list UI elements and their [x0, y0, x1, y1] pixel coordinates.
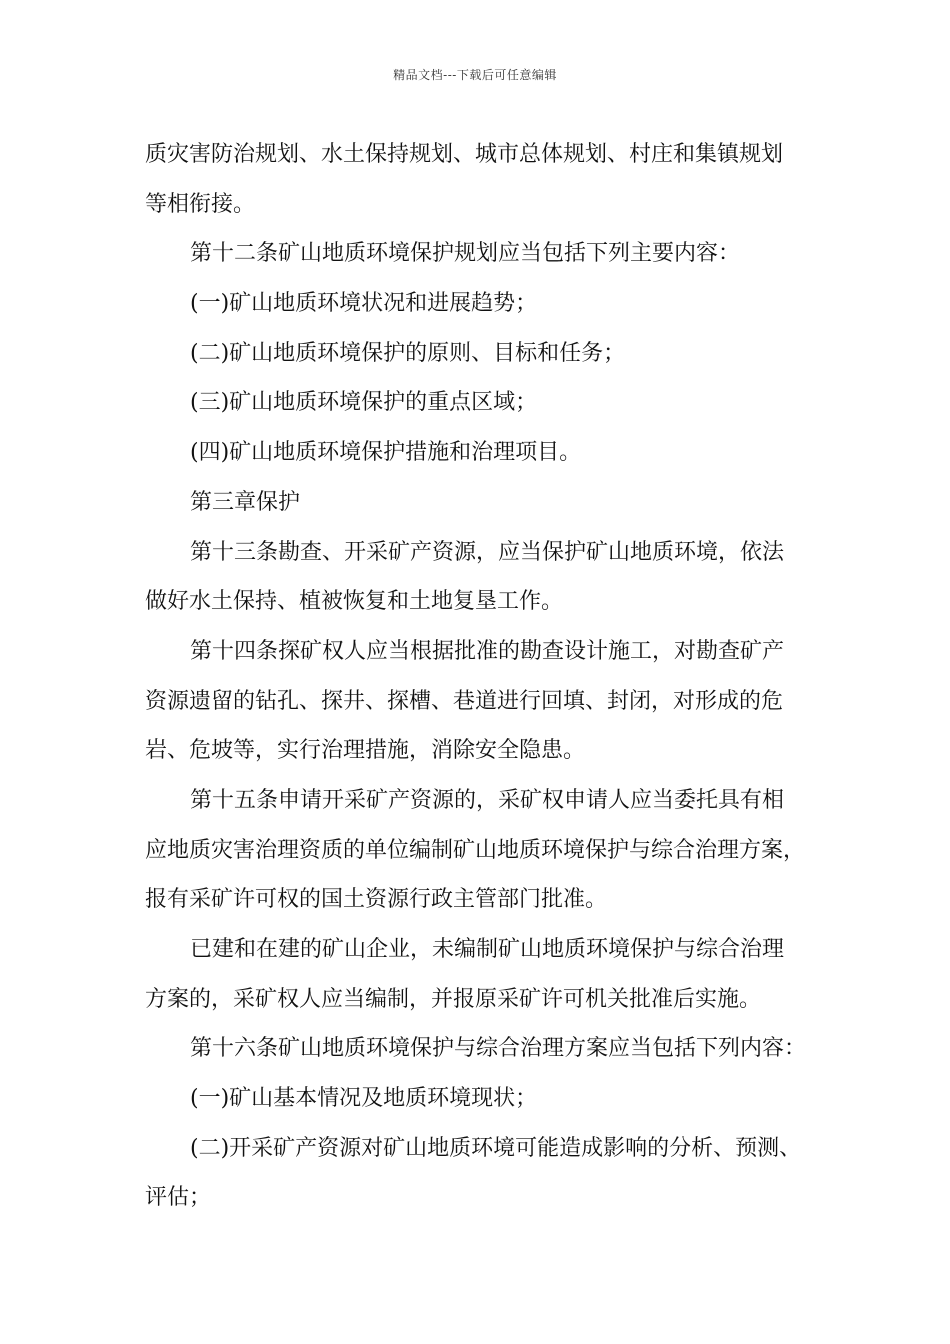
text-line: 第十三条勘查、开采矿产资源，应当保护矿山地质环境，依法 — [190, 539, 785, 565]
text-line: 质灾害防治规划、水土保持规划、城市总体规划、村庄和集镇规划 — [145, 142, 784, 167]
text-line: 应地质灾害治理资质的单位编制矿山地质环境保护与综合治理方案， — [145, 837, 806, 863]
text-line: (一)矿山基本情况及地质环境现状； — [190, 1086, 538, 1112]
text-line: 报有采矿许可权的国土资源行政主管部门批准。 — [145, 887, 608, 913]
text-line: (二)矿山地质环境保护的原则、目标和任务； — [190, 340, 626, 366]
document-body — [145, 130, 835, 1223]
text-line: (二)开采矿产资源对矿山地质环境可能造成影响的分析、预测、 — [190, 1135, 802, 1161]
text-line: (三)矿山地质环境保护的重点区域； — [190, 390, 538, 416]
text-line: 等相衔接。 — [145, 191, 256, 217]
text-line: 评估； — [145, 1185, 212, 1211]
text-line: 方案的，采矿权人应当编制，并报原采矿许可机关批准后实施。 — [145, 986, 762, 1012]
text-line: (一)矿山地质环境状况和进展趋势； — [190, 291, 538, 317]
text-line: 做好水土保持、植被恢复和土地复垦工作。 — [145, 589, 564, 615]
text-line: 第十六条矿山地质环境保护与综合治理方案应当包括下列内容： — [190, 1036, 807, 1062]
text-line: 资源遗留的钻孔、探井、探槽、巷道进行回填、封闭，对形成的危 — [145, 688, 784, 714]
text-line: 第十四条探矿权人应当根据批准的勘查设计施工，对勘查矿产 — [190, 638, 785, 664]
text-line: 第十五条申请开采矿产资源的，采矿权申请人应当委托具有相 — [190, 787, 785, 813]
text-line: 第三章保护 — [190, 489, 301, 515]
page-header: 精品文档---下载后可任意编辑 — [393, 68, 557, 82]
text-line: 岩、危坡等，实行治理措施，消除安全隐患。 — [145, 738, 586, 764]
text-line: 已建和在建的矿山企业，未编制矿山地质环境保护与综合治理 — [190, 937, 785, 962]
text-line: (四)矿山地质环境保护措施和治理项目。 — [190, 440, 582, 466]
text-line: 第十二条矿山地质环境保护规划应当包括下列主要内容： — [190, 241, 741, 267]
